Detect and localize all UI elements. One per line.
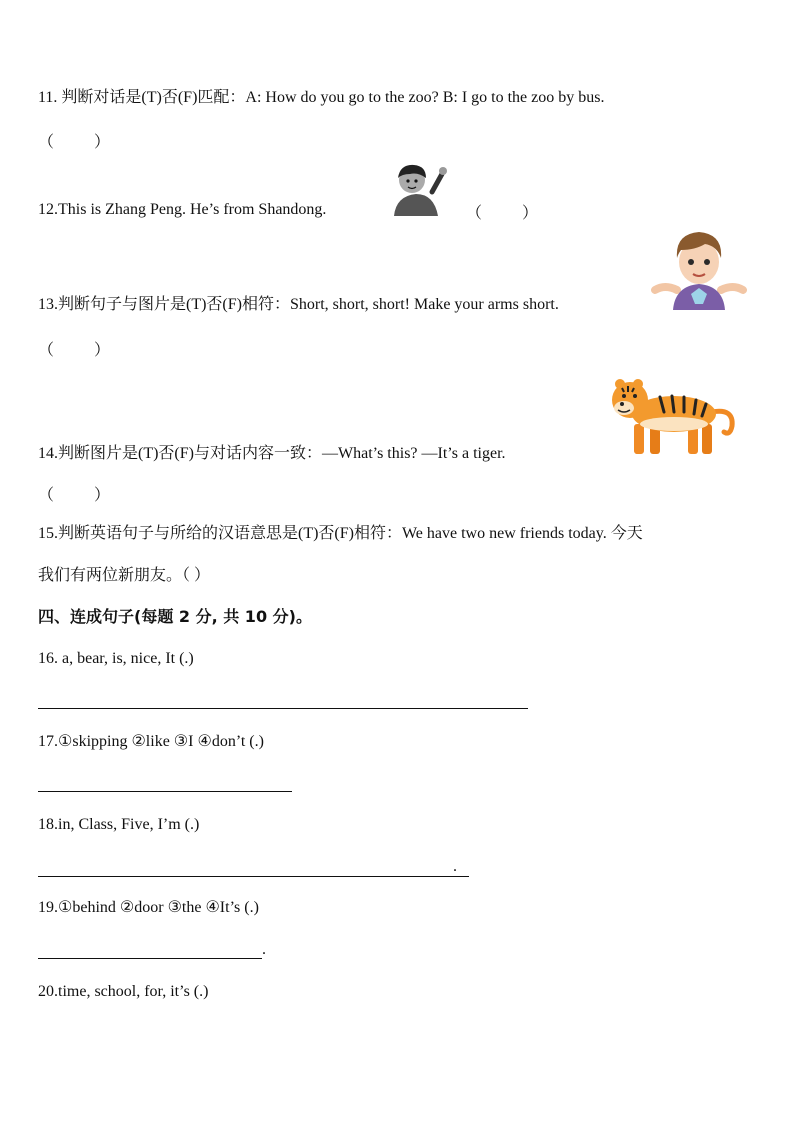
answer-paren-12[interactable]: （ ） xyxy=(466,205,539,222)
question-15: 15.判断英语句子与所给的汉语意思是(T)否(F)相符：We have two new friends today. 今天 xyxy=(38,525,643,542)
question-16: 16. a, bear, is, nice, It (.) xyxy=(38,650,194,667)
answer-line-16[interactable] xyxy=(38,708,528,709)
question-18: 18.in, Class, Five, I’m (.) xyxy=(38,816,200,833)
question-11: 11. 判断对话是(T)否(F)匹配：A: How do you go to the zoo? B: I go to the zoo by bus. xyxy=(38,89,605,106)
question-19: 19.①behind ②door ③the ④It’s (.) xyxy=(38,899,259,916)
answer-paren-13[interactable]: （ ） xyxy=(38,342,111,359)
section-4-heading: 四、连成句子(每题 2 分, 共 10 分)。 xyxy=(38,607,312,626)
question-15-continued[interactable]: 我们有两位新朋友。（ ） xyxy=(38,567,211,584)
answer-paren-11[interactable]: （ ） xyxy=(38,134,111,151)
answer-line-18[interactable] xyxy=(38,876,469,877)
question-14: 14.判断图片是(T)否(F)与对话内容一致：—What’s this? —It’s a tiger. xyxy=(38,445,506,462)
answer-line-18-period: . xyxy=(453,858,457,875)
tiger-image xyxy=(600,372,740,458)
answer-line-19[interactable] xyxy=(38,958,262,959)
answer-line-17[interactable] xyxy=(38,791,292,792)
question-17: 17.①skipping ②like ③I ④don’t (.) xyxy=(38,733,264,750)
boy-shrugging-image xyxy=(651,228,747,310)
boy-waving-image xyxy=(388,160,448,216)
question-13: 13.判断句子与图片是(T)否(F)相符：Short, short, short! Make your arms short. xyxy=(38,296,559,313)
question-12: 12.This is Zhang Peng. He’s from Shandong. xyxy=(38,201,327,218)
answer-line-19-period: . xyxy=(262,941,266,958)
question-20: 20.time, school, for, it’s (.) xyxy=(38,983,209,1000)
answer-paren-14[interactable]: （ ） xyxy=(38,487,111,504)
